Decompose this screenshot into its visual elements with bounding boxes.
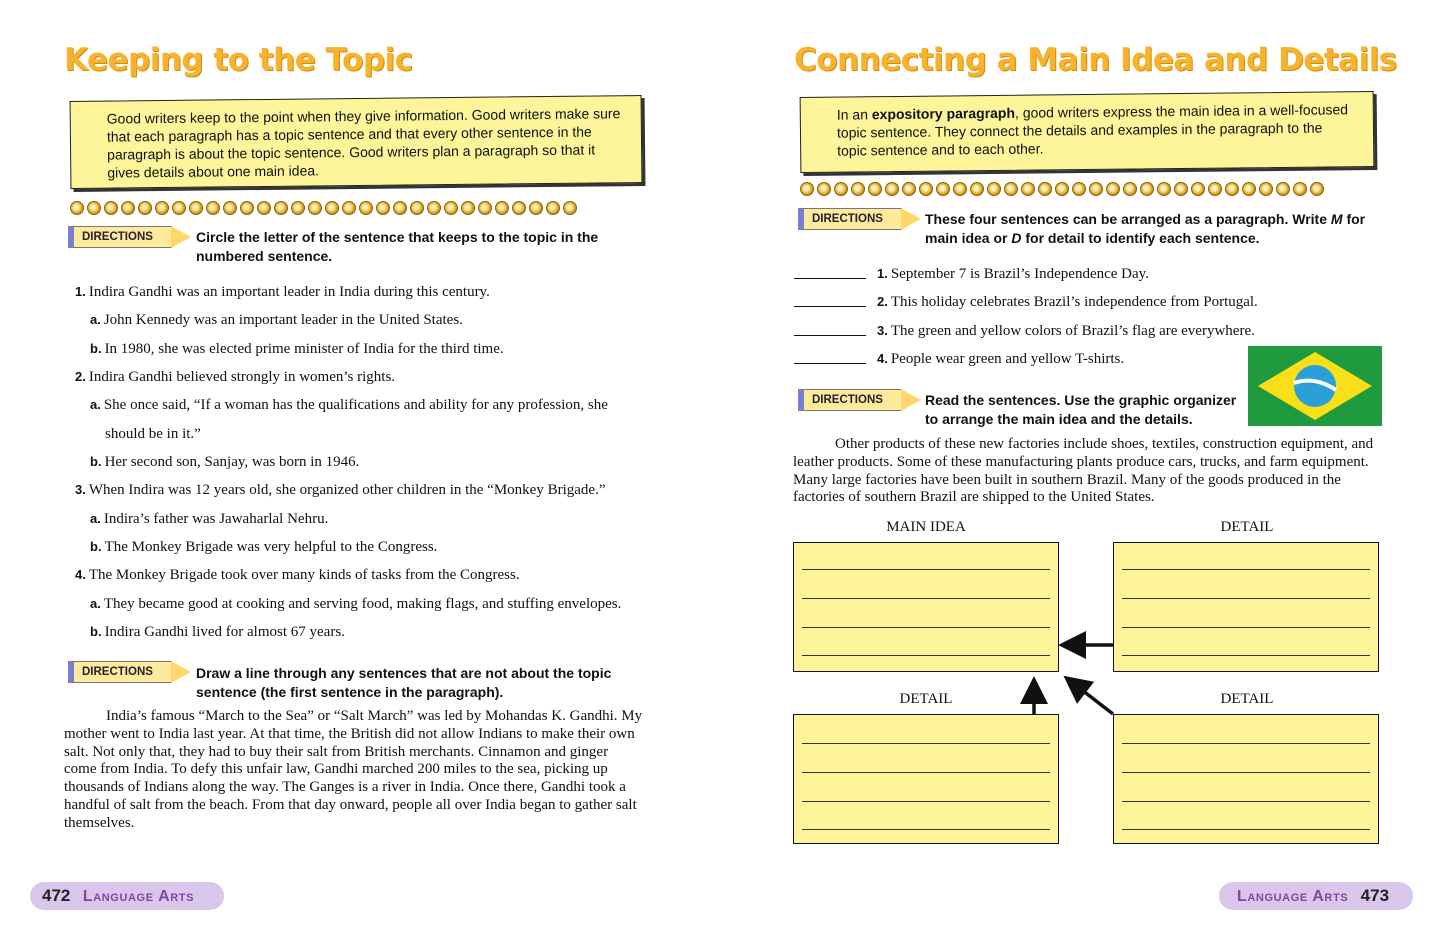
spiral-ring-icon bbox=[563, 201, 577, 215]
exercise-number: 3. bbox=[75, 482, 86, 497]
exercise-option[interactable] bbox=[90, 538, 437, 556]
directions-fragment: D bbox=[1011, 230, 1022, 246]
exercise-option[interactable] bbox=[90, 453, 359, 471]
exercise-option[interactable] bbox=[90, 510, 328, 528]
arrow-bottom-right-to-main bbox=[1069, 680, 1113, 714]
spiral-ring-icon bbox=[189, 201, 203, 215]
option-continuation: should be in it.” bbox=[105, 426, 201, 442]
exercise-text: The Monkey Brigade took over many kinds of tasks from the Congress. bbox=[88, 567, 520, 583]
detail-label: DETAIL bbox=[1220, 519, 1274, 535]
option-text: John Kennedy was an important leader in the United States. bbox=[103, 312, 463, 328]
left-page bbox=[0, 0, 722, 925]
sentence-text: People wear green and yellow T-shirts. bbox=[890, 351, 1125, 367]
spiral-ring-icon bbox=[87, 201, 101, 215]
exercise-option[interactable] bbox=[90, 340, 504, 358]
directions-text: Read the sentences. Use the graphic organizer to arrange the main idea and the details. bbox=[925, 392, 1237, 427]
option-letter: a. bbox=[90, 312, 101, 327]
exercise-item bbox=[75, 566, 520, 584]
directions-tag bbox=[68, 661, 192, 683]
option-letter: b. bbox=[90, 624, 102, 639]
exercise-item bbox=[75, 283, 490, 301]
exercise-text: Indira Gandhi was an important leader in India during this century. bbox=[88, 284, 490, 300]
spiral-ring-icon bbox=[359, 201, 373, 215]
page-title: Keeping to the Topic bbox=[64, 42, 413, 78]
practice-paragraph[interactable]: India’s famous “March to the Sea” or “Salt March” was led by Mohandas K. Gandhi. My mother went to India last year. At that time, the British did not allow Indians to make their own salt. Not only that, they had to buy their salt from British merchants. Cinnamon and ginger come from India. To defy this unfair law, Gandhi marched 200 miles to the sea, picking up thousands of Indians along the way. The Ganges is a river in India. Once there, Gandhi took a handful of salt from the beach. From that day onward, people all over India began to gather salt themselves. bbox=[64, 708, 643, 831]
sentence-number: 3. bbox=[877, 323, 888, 338]
spiral-ring-icon bbox=[393, 201, 407, 215]
spiral-ring-icon bbox=[121, 201, 135, 215]
spiral-ring-icon bbox=[206, 201, 220, 215]
exercise-option[interactable] bbox=[90, 595, 621, 613]
sentence-number: 2. bbox=[877, 294, 888, 309]
spiral-ring-icon bbox=[495, 201, 509, 215]
exercise-number: 2. bbox=[75, 369, 86, 384]
option-text: Indira Gandhi lived for almost 67 years. bbox=[104, 624, 345, 640]
spiral-ring-icon bbox=[155, 201, 169, 215]
option-letter: a. bbox=[90, 596, 101, 611]
spiral-ring-icon bbox=[342, 201, 356, 215]
sentence-number: 1. bbox=[877, 266, 888, 281]
exercise-item bbox=[75, 481, 605, 499]
spiral-ring-icon bbox=[512, 201, 526, 215]
sentence-number: 4. bbox=[877, 351, 888, 366]
option-text: They became good at cooking and serving food, making flags, and stuffing envelopes. bbox=[103, 596, 622, 612]
option-letter: a. bbox=[90, 511, 101, 526]
right-page bbox=[722, 0, 1445, 925]
pencil-tip-icon bbox=[171, 661, 191, 683]
spiral-ring-icon bbox=[70, 201, 84, 215]
spiral-ring-icon bbox=[546, 201, 560, 215]
spiral-ring-icon bbox=[325, 201, 339, 215]
option-text: The Monkey Brigade was very helpful to the Congress. bbox=[104, 539, 438, 555]
option-text: Her second son, Sanjay, was born in 1946. bbox=[104, 454, 360, 470]
spiral-ring-icon bbox=[427, 201, 441, 215]
exercise-option[interactable] bbox=[90, 396, 608, 414]
directions-text: Circle the letter of the sentence that keeps to the topic in the numbered sentence. bbox=[196, 229, 599, 264]
spiral-ring-icon bbox=[308, 201, 322, 215]
exercise-text: Indira Gandhi believed strongly in women’s rights. bbox=[88, 369, 396, 385]
page-footer bbox=[30, 882, 224, 910]
sentence-text: September 7 is Brazil’s Independence Day. bbox=[890, 266, 1149, 282]
exercise-number: 1. bbox=[75, 284, 86, 299]
sentence-text: This holiday celebrates Brazil’s independence from Portugal. bbox=[890, 294, 1258, 310]
option-text: She once said, “If a woman has the qualifications and ability for any profession, she bbox=[103, 397, 608, 413]
directions-label: DIRECTIONS bbox=[798, 389, 902, 411]
exercise-text: When Indira was 12 years old, she organized other children in the “Monkey Brigade.” bbox=[88, 482, 606, 498]
directions-label: DIRECTIONS bbox=[798, 208, 902, 230]
directions-fragment: These four sentences can be arranged as a paragraph. Write bbox=[925, 211, 1331, 227]
spiral-ring-icon bbox=[376, 201, 390, 215]
directions-fragment: for detail to identify each sentence. bbox=[1021, 230, 1260, 246]
page-footer bbox=[1219, 882, 1413, 910]
intro-text: In an bbox=[836, 106, 872, 123]
spiral-ring-icon bbox=[461, 201, 475, 215]
exercise-number: 4. bbox=[75, 567, 86, 582]
directions-text: Draw a line through any sentences that are not about the topic sentence (the first sentence in the paragraph). bbox=[196, 665, 612, 700]
spiral-ring-icon bbox=[410, 201, 424, 215]
directions-tag bbox=[68, 226, 192, 248]
spiral-ring-icon bbox=[291, 201, 305, 215]
option-letter: b. bbox=[90, 454, 102, 469]
page-number: 473 bbox=[1360, 886, 1390, 905]
directions-fragment: for main idea or bbox=[925, 211, 1366, 246]
spiral-ring-icon bbox=[478, 201, 492, 215]
option-letter: a. bbox=[90, 397, 101, 412]
intro-text: , good writers express the main idea in a well-focused topic sentence. They connect the details and examples in the paragraph to the topic sentence and to each other. bbox=[836, 101, 1349, 159]
intro-keyword: expository paragraph bbox=[871, 104, 1016, 123]
exercise-option[interactable] bbox=[90, 623, 345, 641]
spiral-ring-icon bbox=[223, 201, 237, 215]
option-text: Indira’s father was Jawaharlal Nehru. bbox=[103, 511, 329, 527]
pencil-tip-icon bbox=[171, 226, 191, 248]
section-label: Language Arts bbox=[1237, 888, 1349, 905]
page-title: Connecting a Main Idea and Details bbox=[794, 42, 1397, 78]
spiral-ring-icon bbox=[257, 201, 271, 215]
directions-label: DIRECTIONS bbox=[68, 661, 172, 683]
exercise-option[interactable] bbox=[90, 311, 463, 329]
spiral-ring-icon bbox=[172, 201, 186, 215]
spiral-divider bbox=[70, 201, 577, 217]
spiral-ring-icon bbox=[104, 201, 118, 215]
organizer-arrows bbox=[722, 0, 1445, 925]
section-label: Language Arts bbox=[82, 888, 195, 905]
detail-label: DETAIL bbox=[899, 691, 953, 707]
detail-label: DETAIL bbox=[1220, 691, 1274, 707]
page-number: 472 bbox=[42, 886, 71, 905]
spiral-ring-icon bbox=[138, 201, 152, 215]
spiral-ring-icon bbox=[240, 201, 254, 215]
sentence-text: The green and yellow colors of Brazil’s flag are everywhere. bbox=[890, 323, 1255, 339]
option-letter: b. bbox=[90, 539, 102, 554]
option-text: In 1980, she was elected prime minister of India for the third time. bbox=[104, 341, 504, 357]
main-idea-label: MAIN IDEA bbox=[886, 519, 966, 535]
practice-paragraph: Other products of these new factories include shoes, textiles, construction equipment, and leather products. Some of these manufacturing plants produce cars, trucks, and farm equipment. Many large factories have been built in southern Brazil. Many of the goods produced in the factories of southern Brazil are shipped to the United States. bbox=[793, 436, 1374, 506]
spiral-ring-icon bbox=[529, 201, 543, 215]
directions-label: DIRECTIONS bbox=[68, 226, 172, 248]
option-letter: b. bbox=[90, 341, 102, 356]
intro-box: Good writers keep to the point when they give information. Good writers make sure that each paragraph has a topic sentence and that every other sentence in the paragraph is about the topic sentence. Good writers plan a paragraph so that it gives details about one main idea. bbox=[70, 95, 643, 189]
spiral-ring-icon bbox=[274, 201, 288, 215]
directions-fragment: M bbox=[1330, 211, 1343, 227]
exercise-item bbox=[75, 368, 395, 386]
spiral-ring-icon bbox=[444, 201, 458, 215]
